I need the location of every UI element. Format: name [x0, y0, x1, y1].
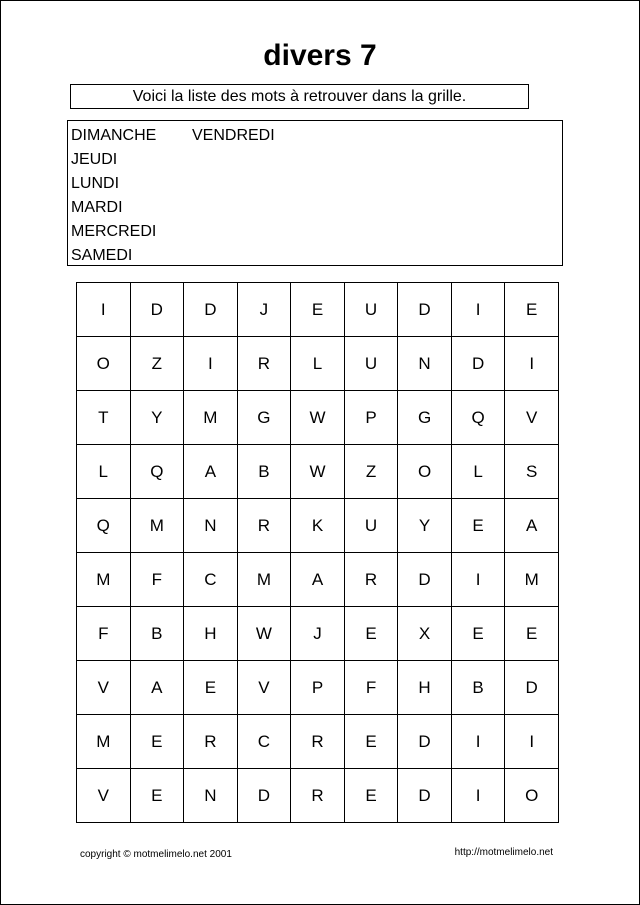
grid-cell: Q	[130, 445, 184, 499]
word-list-column-1	[71, 124, 156, 268]
grid-cell: G	[237, 391, 291, 445]
grid-row	[77, 553, 559, 607]
grid-cell: B	[237, 445, 291, 499]
grid-cell: H	[398, 661, 452, 715]
grid-cell: F	[77, 607, 131, 661]
grid-cell: D	[130, 283, 184, 337]
grid-cell: E	[130, 715, 184, 769]
grid-cell: V	[77, 661, 131, 715]
grid-row	[77, 283, 559, 337]
grid-cell: F	[130, 553, 184, 607]
grid-cell: A	[184, 445, 238, 499]
grid-cell: B	[451, 661, 505, 715]
grid-cell: D	[398, 553, 452, 607]
word-list-item: DIMANCHE	[71, 127, 157, 144]
grid-cell: I	[451, 553, 505, 607]
grid-cell: E	[344, 607, 398, 661]
grid-cell: C	[237, 715, 291, 769]
grid-cell: A	[291, 553, 345, 607]
footer-copyright: copyright © motmelimelo.net 2001	[80, 849, 232, 860]
grid-cell: Y	[130, 391, 184, 445]
grid-cell: I	[451, 283, 505, 337]
word-list-item: SAMEDI	[71, 247, 133, 264]
grid-cell: L	[451, 445, 505, 499]
grid-cell: E	[451, 499, 505, 553]
grid-cell: I	[505, 337, 559, 391]
grid-cell: N	[184, 769, 238, 823]
grid-cell: Q	[77, 499, 131, 553]
grid-cell: G	[398, 391, 452, 445]
grid-cell: D	[505, 661, 559, 715]
grid-cell: D	[398, 715, 452, 769]
letter-grid	[76, 282, 559, 823]
grid-cell: E	[451, 607, 505, 661]
grid-cell: E	[184, 661, 238, 715]
grid-row	[77, 337, 559, 391]
grid-cell: D	[237, 769, 291, 823]
grid-cell: I	[184, 337, 238, 391]
grid-cell: R	[237, 499, 291, 553]
grid-cell: P	[291, 661, 345, 715]
grid-cell: R	[291, 715, 345, 769]
grid-cell: D	[398, 283, 452, 337]
grid-cell: M	[77, 715, 131, 769]
grid-cell: R	[291, 769, 345, 823]
grid-cell: J	[237, 283, 291, 337]
grid-cell: L	[291, 337, 345, 391]
grid-cell: D	[451, 337, 505, 391]
grid-cell: I	[77, 283, 131, 337]
grid-cell: A	[505, 499, 559, 553]
grid-cell: R	[184, 715, 238, 769]
grid-cell: J	[291, 607, 345, 661]
grid-row	[77, 607, 559, 661]
grid-cell: E	[344, 769, 398, 823]
grid-row	[77, 391, 559, 445]
grid-cell: Q	[451, 391, 505, 445]
grid-cell: D	[398, 769, 452, 823]
grid-cell: R	[237, 337, 291, 391]
grid-cell: U	[344, 283, 398, 337]
grid-cell: F	[344, 661, 398, 715]
grid-cell: Z	[344, 445, 398, 499]
grid-cell: A	[130, 661, 184, 715]
grid-cell: M	[130, 499, 184, 553]
grid-cell: O	[398, 445, 452, 499]
grid-cell: U	[344, 337, 398, 391]
grid-row	[77, 769, 559, 823]
grid-cell: Y	[398, 499, 452, 553]
grid-cell: W	[237, 607, 291, 661]
word-list-item: MARDI	[71, 199, 123, 216]
grid-cell: M	[237, 553, 291, 607]
grid-cell: W	[291, 445, 345, 499]
grid-cell: M	[505, 553, 559, 607]
grid-cell: U	[344, 499, 398, 553]
grid-cell: N	[398, 337, 452, 391]
word-list-column-2	[192, 124, 275, 148]
grid-cell: T	[77, 391, 131, 445]
word-list-item: LUNDI	[71, 175, 120, 192]
grid-cell: E	[344, 715, 398, 769]
grid-cell: H	[184, 607, 238, 661]
grid-row	[77, 715, 559, 769]
grid-cell: E	[130, 769, 184, 823]
grid-cell: Z	[130, 337, 184, 391]
grid-cell: K	[291, 499, 345, 553]
grid-cell: I	[451, 715, 505, 769]
grid-cell: E	[505, 607, 559, 661]
grid-cell: E	[505, 283, 559, 337]
grid-row	[77, 499, 559, 553]
grid-cell: B	[130, 607, 184, 661]
grid-cell: P	[344, 391, 398, 445]
grid-cell: O	[77, 337, 131, 391]
grid-cell: M	[77, 553, 131, 607]
word-list-box	[67, 120, 563, 266]
word-list-item: MERCREDI	[71, 223, 157, 240]
grid-cell: M	[184, 391, 238, 445]
grid-cell: D	[184, 283, 238, 337]
grid-cell: L	[77, 445, 131, 499]
grid-cell: N	[184, 499, 238, 553]
grid-cell: V	[505, 391, 559, 445]
grid-cell: V	[77, 769, 131, 823]
word-list-item: JEUDI	[71, 151, 118, 168]
grid-cell: I	[505, 715, 559, 769]
grid-cell: O	[505, 769, 559, 823]
grid-cell: I	[451, 769, 505, 823]
grid-cell: X	[398, 607, 452, 661]
grid-row	[77, 445, 559, 499]
grid-cell: C	[184, 553, 238, 607]
page-title: divers 7	[263, 39, 377, 72]
grid-cell: S	[505, 445, 559, 499]
instruction-box: Voici la liste des mots à retrouver dans la grille.	[70, 84, 529, 109]
grid-row	[77, 661, 559, 715]
grid-cell: V	[237, 661, 291, 715]
grid-cell: R	[344, 553, 398, 607]
word-list-item: VENDREDI	[192, 127, 275, 144]
grid-cell: W	[291, 391, 345, 445]
grid-cell: E	[291, 283, 345, 337]
footer-url: http://motmelimelo.net	[454, 847, 553, 858]
